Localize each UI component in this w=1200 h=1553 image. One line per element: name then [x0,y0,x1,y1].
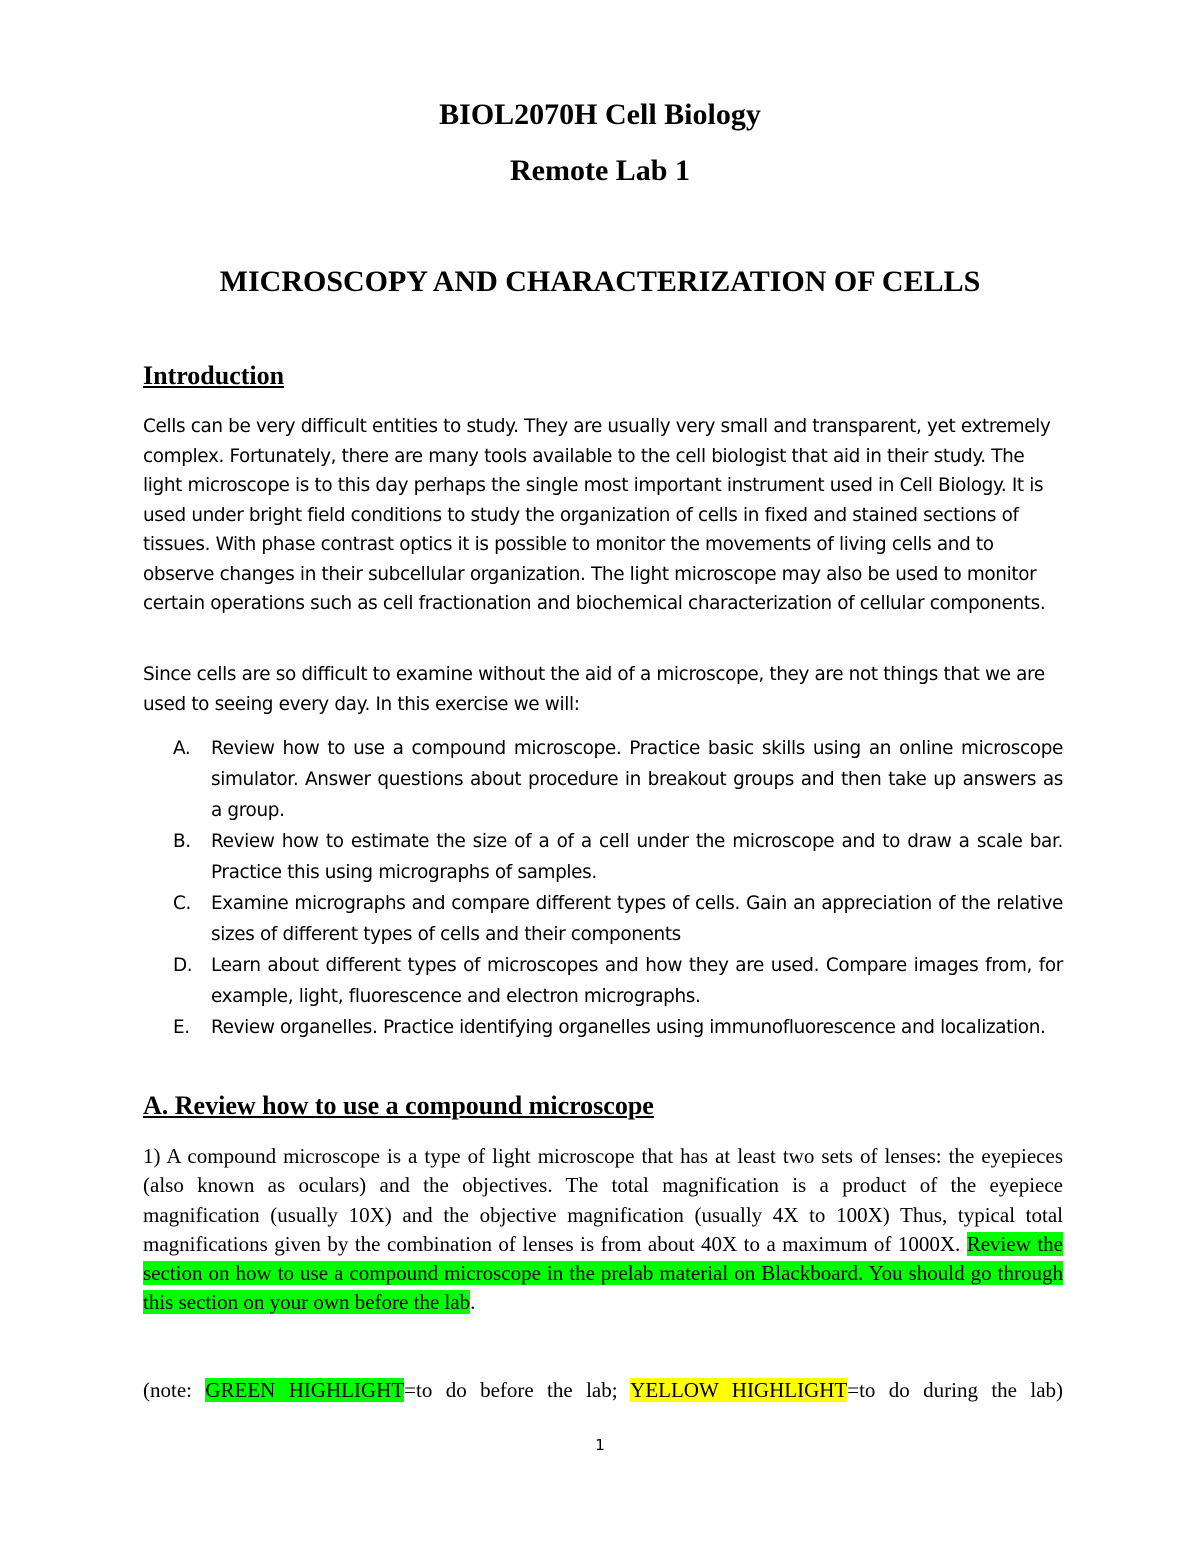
green-highlight-label: GREEN HIGHLIGHT [205,1378,405,1402]
yellow-highlight-label: YELLOW HIGHLIGHT [630,1378,848,1402]
lab-title: Remote Lab 1 [510,154,690,187]
section-a-paragraph-1 [143,1142,1063,1318]
section-a-paragraph-text: 1) A compound microscope is a type of light microscope that has at least two sets of lenses: the eyepieces (also known as oculars) and the objectives. The total magnification is a product of the eyepiece magnification (usually 10X) and the objective magnification (usually 4X to 100X) Thus, typical total magnifications given by the combination of lenses is from about 40X to a maximum of 1000X. [143,1144,1063,1256]
list-item-text: Review organelles. Practice identifying organelles using immunofluorescence and localization. [211,1017,1046,1038]
green-highlight-text: Review the section on how to use a compound microscope in the prelab material on Blackboard. You should go through this section on your own before the lab [143,1231,1063,1315]
highlight-legend-note [143,1376,1063,1405]
list-item-letter: E. [173,1017,190,1038]
list-item [143,1012,1063,1043]
note-open: (note: [143,1378,206,1402]
introduction-paragraph-2: Since cells are so difficult to examine without the aid of a microscope, they are not things that we are used to seeing every day. In this exercise we will: [143,664,1045,715]
list-item [143,733,1063,826]
exercise-goals-list [143,733,1063,1043]
green-highlight-meaning: =to do before the lab; [404,1378,631,1402]
list-item-text: Review how to use a compound microscope. Practice basic skills using an online microscope simulator. Answer questions about procedure in breakout groups and then take up answers as a group. [211,738,1063,821]
list-item-letter: B. [173,831,191,852]
list-item-text: Learn about different types of microscopes and how they are used. Compare images from, for example, light, fluorescence and electron micrographs. [211,955,1063,1007]
section-a-heading: A. Review how to use a compound microscope [143,1091,654,1120]
list-item [143,950,1063,1012]
list-item-text: Review how to estimate the size of a of a cell under the microscope and to draw a scale bar. Practice this using micrographs of samples. [211,831,1063,883]
introduction-heading: Introduction [143,361,285,390]
list-item [143,826,1063,888]
list-item-letter: D. [173,955,193,976]
section-a-paragraph-end: . [470,1290,476,1315]
page-number: 1 [595,1436,605,1454]
yellow-highlight-meaning: =to do during the lab) [847,1378,1064,1402]
introduction-paragraph-1: Cells can be very difficult entities to study. They are usually very small and transparent, yet extremely complex. Fortunately, there are many tools available to the cell biologist that aid in their study. The light microscope is to this day perhaps the single most important instrument used in Cell Biology. It is used under bright field conditions to study the organization of cells in fixed and stained sections of tissues. With phase contrast optics it is possible to monitor the movements of living cells and to observe changes in their subcellular organization. The light microscope may also be used to monitor certain operations such as cell fractionation and biochemical characterization of cellular components. [143,416,1051,614]
list-item-letter: C. [173,893,191,914]
document-title: MICROSCOPY AND CHARACTERIZATION OF CELLS [219,265,981,298]
list-item [143,888,1063,950]
course-title: BIOL2070H Cell Biology [439,98,761,131]
list-item-letter: A. [173,738,191,759]
list-item-text: Examine micrographs and compare different types of cells. Gain an appreciation of the relative sizes of different types of cells and their components [211,893,1063,945]
